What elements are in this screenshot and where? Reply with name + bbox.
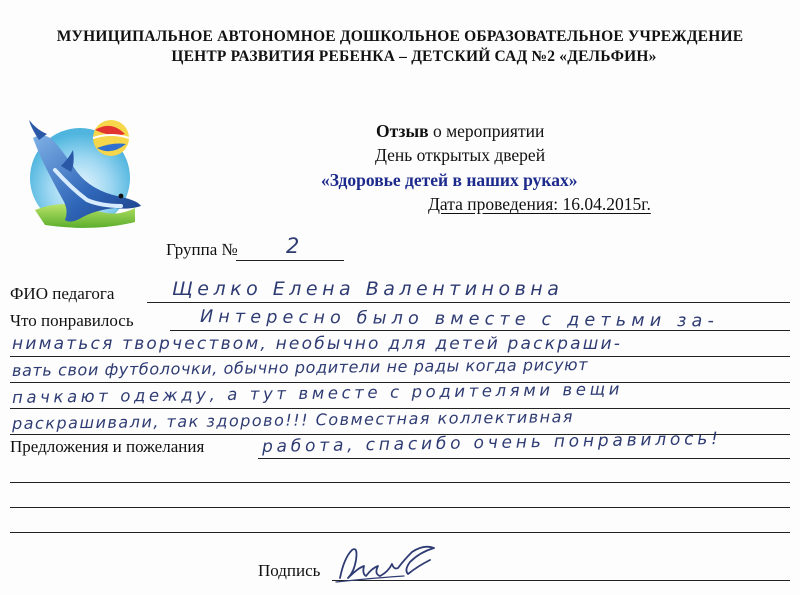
liked-line-1: Интересно было вместе с детьми за-	[199, 307, 720, 332]
liked-line-4: пачкают одежду, а тут вместе с родителями вещи	[11, 379, 624, 407]
signature-label: Подпись	[258, 561, 321, 580]
review-heading-rest: о мероприятии	[428, 121, 545, 141]
event-name: «Здоровье детей в наших руках»	[321, 170, 578, 190]
review-heading-bold: Отзыв	[376, 121, 429, 141]
suggestions-rule-1	[258, 458, 790, 459]
teacher-rule	[147, 302, 790, 303]
institution-name-line2: ЦЕНТР РАЗВИТИЯ РЕБЕНКА – ДЕТСКИЙ САД №2 «ДЕЛЬФИН»	[171, 48, 657, 65]
suggestions-rule-2	[10, 482, 790, 483]
liked-line-5: раскрашивали, так здорово!!! Совместная коллективная	[11, 407, 575, 433]
suggestions-label: Предложения и пожелания	[10, 437, 205, 456]
group-value: 2	[286, 234, 303, 258]
suggestions-rule-4	[10, 532, 790, 533]
liked-label: Что понравилось	[10, 311, 134, 330]
institution-name-line1: МУНИЦИПАЛЬНОЕ АВТОНОМНОЕ ДОШКОЛЬНОЕ ОБРАЗОВАТЕЛЬНОЕ УЧРЕЖДЕНИЕ	[56, 28, 744, 45]
dolphin-logo	[25, 110, 150, 235]
teacher-value: Щелко Елена Валентиновна	[172, 278, 564, 300]
suggestions-rule-3	[10, 507, 790, 508]
group-label: Группа №	[166, 240, 238, 259]
suggestions-value: работа, спасибо очень понравилось!	[261, 428, 722, 457]
review-heading	[376, 121, 544, 142]
handwritten-signature	[334, 538, 444, 588]
event-kind: День открытых дверей	[375, 145, 546, 165]
liked-line-3: вать свои футболочки, обычно родители не рады когда рисуют	[11, 354, 589, 380]
liked-line-2: ниматься творчеством, необычно для детей раскраши-	[12, 334, 623, 354]
group-rule	[236, 260, 344, 261]
teacher-label: ФИО педагога	[10, 284, 115, 303]
event-date: Дата проведения: 16.04.2015г.	[428, 194, 651, 214]
